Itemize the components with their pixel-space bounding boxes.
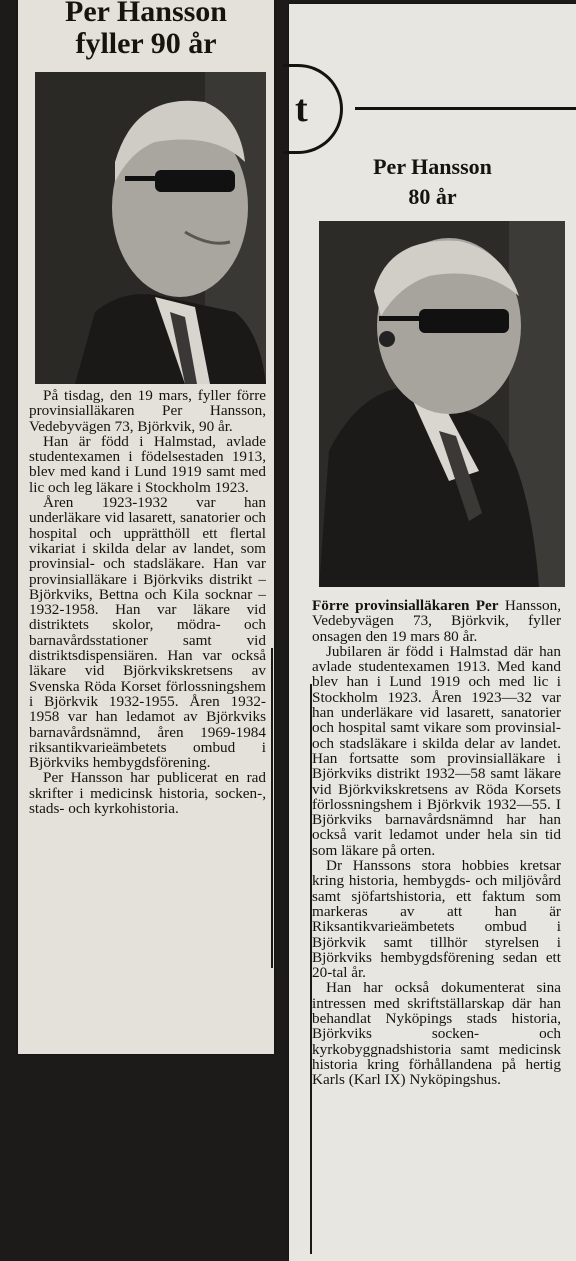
paragraph: Dr Hanssons stora hobbies kretsar kring historia, hembygds- och miljövård samt sjöfartshistoria, ett faktum som markeras av att han är Riksantikvarieämbetets ombud i Björkvik samt tillhör styrelsen i Björkviks hembygdsförening sedan ett 20-tal år. xyxy=(312,857,561,982)
headline-90-line2: fyller 90 år xyxy=(75,27,217,61)
headline-80-line2: 80 år xyxy=(408,183,457,209)
paragraph: Han har också dokumenterat sina intressen med skriftställarskap där han behandlat Nyköpings stads historia, Björkviks socken- och kyrkobyggnadshistoria samt medicinsk historia kring förhållandena på hertig Karls (Karl IX) Nyköpingshus. xyxy=(312,979,561,1089)
paragraph: Han är född i Halmstad, avlade studentexamen i födelsestaden 1913, blev med kand i Lund 1919 samt med lic och leg läkare i Stockholm 1923. xyxy=(29,432,266,496)
headline-80-line1: Per Hansson xyxy=(373,154,492,179)
headline-90 xyxy=(18,0,274,61)
corner-letter: t xyxy=(295,88,308,130)
portrait-photo-90 xyxy=(35,72,266,384)
clipping-80-years xyxy=(289,4,576,1261)
headline-90-line1: Per Hansson xyxy=(65,0,227,28)
headline-80 xyxy=(289,152,576,211)
paragraph: Per Hansson har publicerat en rad skrifter i medicinsk historia, socken-, stads- och kyrkohistoria. xyxy=(29,769,266,818)
header-rule xyxy=(355,107,576,110)
portrait-photo-80 xyxy=(319,221,565,587)
paragraph: På tisdag, den 19 mars, fyller förre provinsialläkaren Per Hansson, Vedebyvägen 73, Björkvik, 90 år. xyxy=(29,387,266,435)
corner-letter-circle xyxy=(283,64,343,154)
article-body-80 xyxy=(312,598,561,1088)
lead-rest: Hansson, Vedebyvägen 73, Björkvik, fyller onsagen den 19 mars 80 år. xyxy=(312,597,562,645)
paragraph: Åren 1923-1932 var han underläkare vid lasarett, sanatorier och hospital och upprätthöll ett flertal vikariat i skilda delar av landet, som provinsial- och stadsläkare. Han var provinsialläkare i Björkviks distrikt – Björkviks, Bettna och Kila socknar – 1932-1958. Han var läkare vid distriktets skolor, mödra- och barnavårdsstationer samt vid distriktsdispensiären. Han var också läkare vid Björkvikskretsens av Svenska Röda Korset förlossningshem i Björkvik 1932-1955. Åren 1932-1958 var han ledamot av Björkviks barnavårdsnämnd, åren 1969-1984 riksantikvarieämbetets ombud i Björkviks hembygdsförening. xyxy=(29,494,266,772)
paragraph: Jubilaren är född i Halmstad där han avlade studentexamen 1913. Med kand blev han i Lund 1919 och med lic i Stockholm 1923. Åren 1923—32 var han underläkare vid lasarett, sanatorier och hospital samt vikare som provinsial- och stadsläkare i skilda delar av landet. Han fortsatte som provinsialläkare i Björkviks distrikt 1932—58 samt läkare vid Björkvikskretsens av Röda Korsets förlossningshem i Björkvik 1932—55. I Björkviks barnavårdsnämnd har han också varit ledamot under hela sin tid som läkare på orten. xyxy=(312,642,561,859)
clipping-90-years xyxy=(18,0,274,1054)
column-rule xyxy=(310,684,312,1254)
article-body-90 xyxy=(29,388,266,816)
lead-bold: Förre provinsialläkaren Per xyxy=(312,597,499,614)
column-rule xyxy=(271,648,273,968)
paragraph-lead xyxy=(312,598,561,644)
